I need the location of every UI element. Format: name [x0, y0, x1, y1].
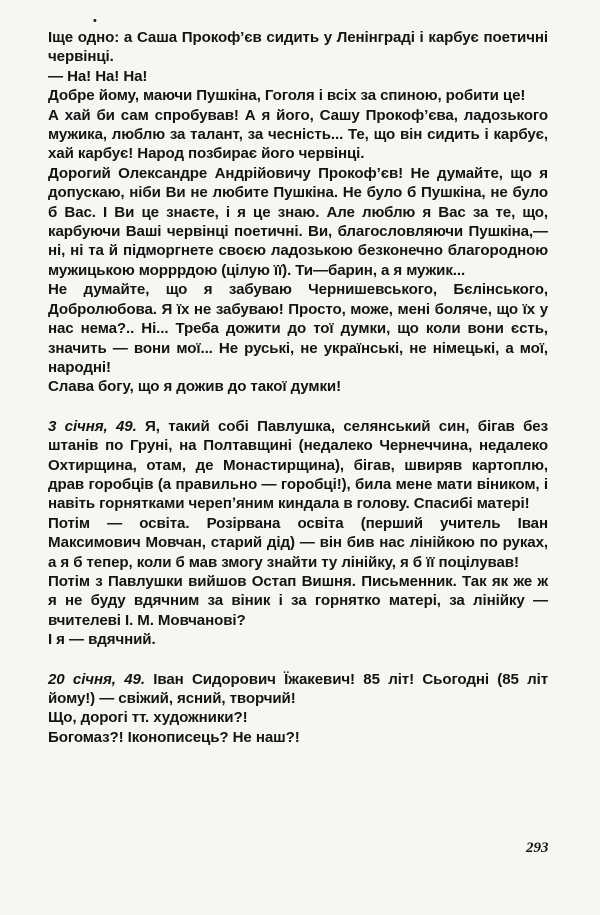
paragraph: Потім з Павлушки вийшов Остап Вишня. Письменник. Так як же ж я не буду вдячним за віник і за горнятко матері, за лінійку — вчителеві І. М. Мовчанові?: [48, 572, 548, 629]
entry-text: Іван Сидорович Їжакевич! 85 літ! Сьогодні (85 літ йому!) — свіжий, ясний, творчий!: [48, 670, 548, 707]
text-block-1: [48, 28, 548, 397]
book-page: [48, 15, 549, 898]
entry-paragraph: [48, 670, 548, 709]
entry-text: Я, такий собі Павлушка, селянський син, бігав без штанів по Груні, на Полтавщині (недалеко Чернеччина, недалеко Охтирщина, отам, де Монастирщина), бігав, швиряв картоплю, драв горобців (а правильно — горобці!), била мене мати віником, і навіть горнятками черепʼяним киндала в голову. Спасибі матері!: [48, 417, 549, 513]
paragraph: І я — вдячний.: [48, 631, 156, 649]
paragraph: Богомаз?! Іконописець? Не наш?!: [48, 728, 300, 746]
paragraph: А хай би сам спробував! А я його, Сашу Прокоф’єва, ладозького мужика, люблю за талант, за чесність... Те, що він сидить і карбує, хай карбує! Народ позбирає його червінці.: [48, 106, 548, 163]
entry-paragraph: [48, 417, 548, 514]
page-number: 293: [526, 840, 549, 856]
paragraph: Потім — освіта. Розірвана освіта (перший учитель Іван Максимович Мовчан, старий дід) — він бив нас лінійкою по руках, а я б тепер, коли б мав змогу знайти ту лінійку, я б її поцілував!: [48, 514, 548, 571]
ink-mark: •: [93, 15, 97, 27]
entry-date: 3 січня, 49.: [48, 417, 137, 435]
paragraph: Слава богу, що я дожив до такої думки!: [48, 378, 342, 396]
paragraph: Іще одно: а Саша Прокоф’єв сидить у Ленінграді і карбує поетичні червінці.: [48, 29, 548, 66]
paragraph: — На! На! На!: [48, 67, 148, 85]
paragraph: Що, дорогі тт. художники?!: [48, 709, 248, 727]
paragraph: Дорогий Олександре Андрійовичу Прокоф’єв! Не думайте, що я допускаю, ніби Ви не любите Пушкіна. Не було б Пушкіна, не було б Вас. І Ви це знаєте, і я це знаю. Але люблю я Вас за те, що, карбуючи Ваші червінці поетичні. Ви, благословляючи Пушкіна,— ні, ні та й підморгнете своєю ладозькою безконечно благородною мужицькою морррдою (цілую її). Ти—барин, а я мужик...: [48, 164, 548, 279]
diary-entry-2: [48, 670, 548, 748]
diary-entry-1: [48, 417, 548, 650]
paragraph: Не думайте, що я забуваю Чернишевського, Бєлінського, Добролюбова. Я їх не забуваю! Просто, може, мені боляче, що їх у нас нема?.. Ні... Треба дожити до тої думки, що коли вони єсть, значить — вони мої... Не руські, не українські, не німецькі, а мої, народні!: [48, 281, 548, 376]
paragraph: Добре йому, маючи Пушкіна, Гоголя і всіх за спиною, робити це!: [48, 87, 526, 105]
entry-date: 20 січня, 49.: [48, 670, 145, 688]
